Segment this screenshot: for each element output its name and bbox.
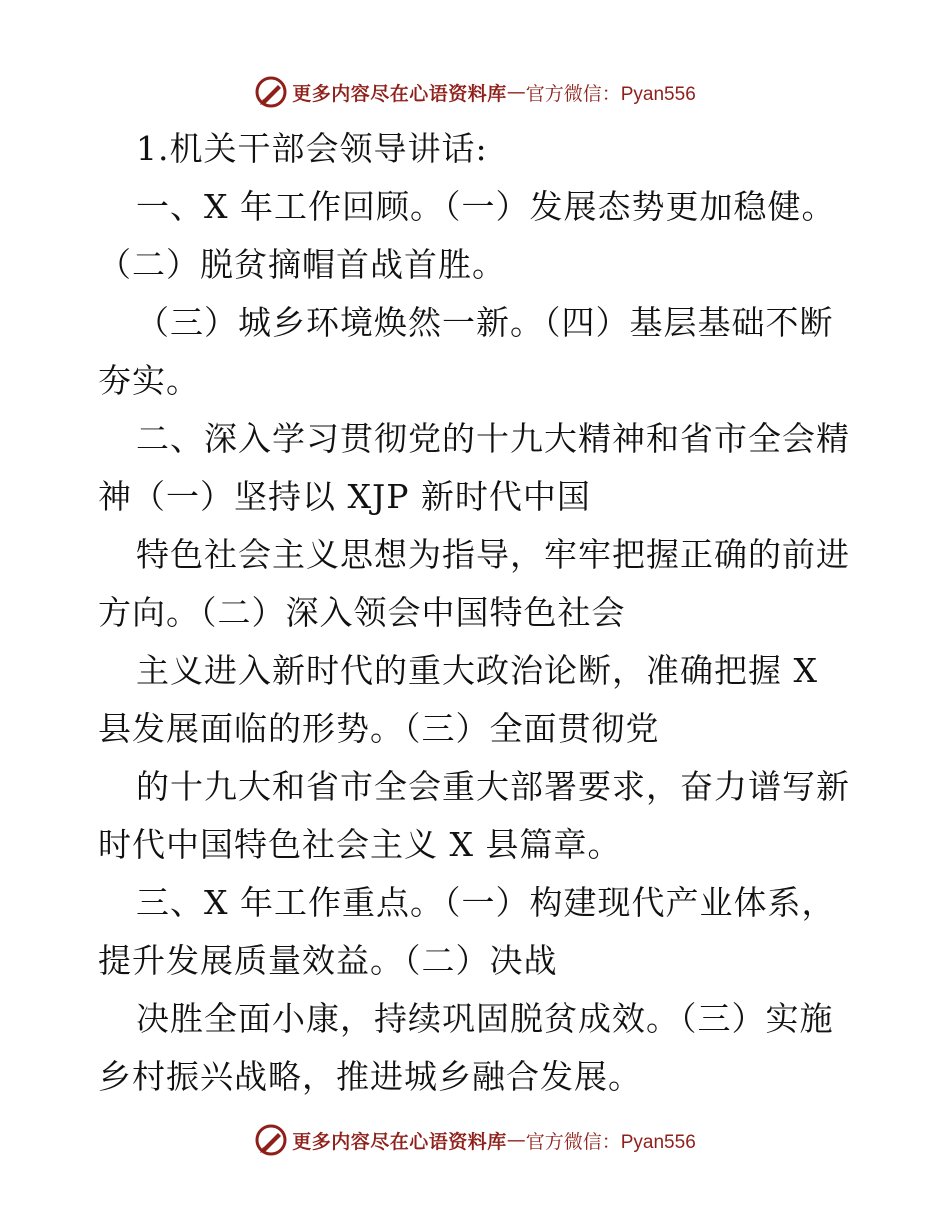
doc-line: 夯实。 [98,361,200,400]
doc-line: 二、深入学习贯彻党的十九大精神和省市全会精 [136,419,850,458]
document-body [98,120,858,1106]
banner-text: 更多内容尽在心语资料库 [292,82,507,105]
doc-line: （三）城乡环境焕然一新。（四）基层基础不断 [136,303,834,342]
header-banner [0,72,950,112]
banner-dash: — [506,1129,526,1151]
banner-text: 更多内容尽在心语资料库 [292,1130,507,1153]
doc-line: 主义进入新时代的重大政治论断，准确把握 X [136,651,818,690]
doc-line: 的十九大和省市全会重大部署要求，奋力谱写新 [136,767,850,806]
doc-line: 1.机关干部会领导讲话: [136,129,488,168]
doc-line: 方向。（二）深入领会中国特色社会 [98,593,626,632]
banner-contact: 官方微信：Pyan556 [525,83,696,105]
doc-line: （二）脱贫摘帽首战首胜。 [98,245,506,284]
banner-dash: — [506,81,526,103]
doc-line: 提升发展质量效益。（二）决战 [98,941,558,980]
doc-line: 时代中国特色社会主义 X 县篇章。 [98,825,622,864]
doc-line: 神（一）坚持以 XJP 新时代中国 [98,477,591,516]
footer-banner [0,1120,950,1160]
doc-line: 一、X 年工作回顾。（一）发展态势更加稳健。 [136,187,836,226]
doc-line: 决胜全面小康，持续巩固脱贫成效。（三）实施 [136,999,834,1038]
banner-contact: 官方微信：Pyan556 [525,1131,696,1153]
doc-line: 特色社会主义思想为指导，牢牢把握正确的前进 [136,535,850,574]
doc-line: 三、X 年工作重点。（一）构建现代产业体系， [136,883,836,922]
doc-line: 乡村振兴战略，推进城乡融合发展。 [98,1057,642,1096]
pen-logo-icon [254,1123,288,1157]
pen-logo-icon [254,75,288,109]
doc-line: 县发展面临的形势。（三）全面贯彻党 [98,709,660,748]
